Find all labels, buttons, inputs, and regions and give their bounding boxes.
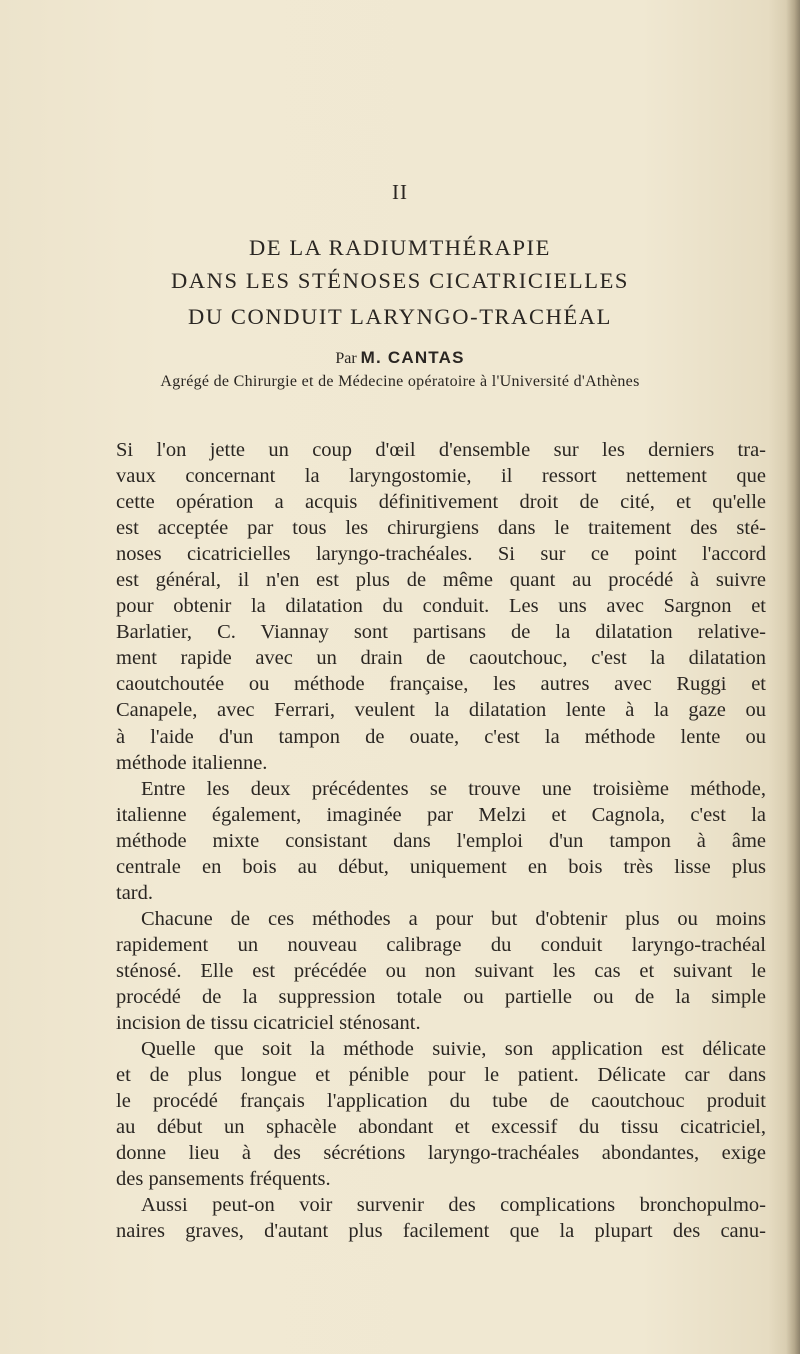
body-line: et de plus longue et pénible pour le patient. Délicate car dans (116, 1064, 766, 1087)
body-line: est acceptée par tous les chirurgiens dans le traitement des sté- (116, 517, 766, 540)
body-line: vaux concernant la laryngostomie, il ressort nettement que (116, 465, 766, 488)
byline (0, 348, 800, 368)
body-line: centrale en bois au début, uniquement en bois très lisse plus (116, 855, 766, 878)
body-line: méthode mixte consistant dans l'emploi d'un tampon à âme (116, 829, 766, 852)
section-number: II (392, 180, 408, 204)
body-line: au début un sphacèle abondant et excessif du tissu cicatriciel, (116, 1116, 766, 1139)
body-line: ment rapide avec un drain de caoutchouc, c'est la dilatation (116, 647, 766, 670)
body-line: Canapele, avec Ferrari, veulent la dilatation lente à la gaze ou (116, 699, 766, 722)
body-line: méthode italienne. (116, 751, 268, 774)
body-line: Barlatier, C. Viannay sont partisans de la dilatation relative- (116, 621, 766, 644)
body-line: Si l'on jette un coup d'œil d'ensemble sur les derniers tra- (116, 439, 766, 461)
body-text (116, 437, 766, 1244)
title-line-1: DE LA RADIUMTHÉRAPIE (249, 235, 551, 260)
body-line: caoutchoutée ou méthode française, les autres avec Ruggi et (116, 673, 766, 696)
body-line: naires graves, d'autant plus facilement que la plupart des canu- (116, 1220, 766, 1243)
body-line: Quelle que soit la méthode suivie, son application est délicate (141, 1038, 766, 1061)
body-line: des pansements fréquents. (116, 1168, 331, 1191)
body-line: à l'aide d'un tampon de ouate, c'est la méthode lente ou (116, 725, 766, 748)
body-line: tard. (116, 881, 153, 904)
body-line: donne lieu à des sécrétions laryngo-trachéales abondantes, exige (116, 1142, 766, 1165)
body-line: rapidement un nouveau calibrage du conduit laryngo-trachéal (116, 933, 766, 956)
byline-prefix: Par (335, 350, 357, 367)
title-line-2: DANS LES STÉNOSES CICATRICIELLES (170, 268, 630, 293)
body-line: italienne également, imaginée par Melzi et Cagnola, c'est la (116, 803, 766, 826)
body-line: est général, il n'en est plus de même quant au procédé à suivre (116, 569, 766, 592)
body-line: procédé de la suppression totale ou partielle ou de la simple (116, 985, 766, 1008)
body-line: incision de tissu cicatriciel sténosant. (116, 1012, 421, 1035)
author-affiliation: Agrégé de Chirurgie et de Médecine opératoire à l'Université d'Athènes (160, 373, 640, 390)
body-line: Aussi peut-on voir survenir des complications bronchopulmo- (141, 1194, 766, 1217)
body-line: Entre les deux précédentes se trouve une troisième méthode, (141, 777, 766, 800)
body-line: pour obtenir la dilatation du conduit. Les uns avec Sargnon et (116, 595, 766, 618)
body-line: sténosé. Elle est précédée ou non suivant les cas et suivant le (116, 959, 766, 982)
body-line: le procédé français l'application du tube de caoutchouc produit (116, 1090, 766, 1113)
body-line: noses cicatricielles laryngo-trachéales. Si sur ce point l'accord (116, 543, 766, 566)
title-line-3: DU CONDUIT LARYNGO-TRACHÉAL (187, 304, 613, 329)
body-line: cette opération a acquis définitivement droit de cité, et qu'elle (116, 491, 766, 514)
author-name: M. CANTAS (360, 348, 465, 367)
body-line: Chacune de ces méthodes a pour but d'obtenir plus ou moins (141, 907, 766, 930)
